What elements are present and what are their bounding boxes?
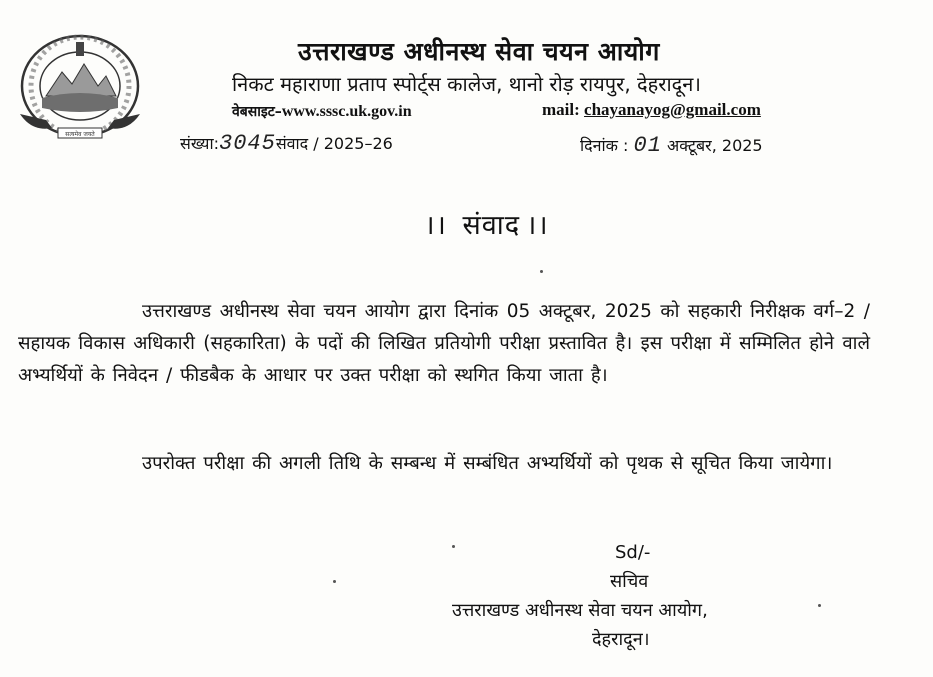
signature-organization: उत्तराखण्ड अधीनस्थ सेवा चयन आयोग,	[452, 600, 708, 621]
date-label: दिनांक :	[580, 136, 629, 155]
heading-right-mark: ।।	[526, 210, 549, 241]
reference-handwritten-number: 3045	[219, 131, 276, 156]
organization-address: निकट महाराणा प्रताप स्पोर्ट्स कालेज, थानो रोड़ रायपुर, देहरादून।	[232, 72, 701, 96]
reference-label: संख्या:	[180, 134, 219, 153]
reference-suffix: संवाद / 2025–26	[275, 134, 393, 153]
website-url[interactable]: www.sssc.uk.gov.in	[281, 103, 412, 120]
logo-motto: सत्यमेव जयते	[65, 131, 95, 138]
website-label: वेबसाइट–	[232, 104, 282, 120]
notice-date	[580, 133, 763, 158]
signature-block	[452, 538, 832, 654]
scan-speck	[452, 545, 455, 548]
scan-speck	[540, 270, 543, 273]
notice-heading	[0, 205, 933, 242]
signature-title: सचिव	[610, 571, 649, 592]
mail-line	[542, 100, 761, 120]
scan-speck	[333, 580, 336, 583]
date-handwritten-day: 01	[633, 133, 662, 158]
body-paragraph-2: उपरोक्त परीक्षा की अगली तिथि के सम्बन्ध में सम्बंधित अभ्यर्थियों को पृथक से सूचित किया जायेगा।	[142, 453, 833, 474]
emblem-icon	[12, 28, 148, 148]
reference-number	[180, 131, 393, 156]
website-line	[232, 102, 412, 121]
signature-city: देहरादून।	[592, 629, 650, 650]
mail-label: mail:	[542, 100, 585, 119]
heading-left-mark: ।।	[424, 210, 447, 241]
signature-sd: Sd/-	[615, 542, 651, 563]
scan-speck	[818, 604, 821, 607]
commission-logo	[12, 28, 148, 148]
mail-address[interactable]: chayanayog@gmail.com	[584, 100, 761, 119]
organization-name: उत्तराखण्ड अधीनस्थ सेवा चयन आयोग	[298, 37, 660, 66]
date-rest: अक्टूबर, 2025	[667, 136, 763, 155]
body-paragraph-1: उत्तराखण्ड अधीनस्थ सेवा चयन आयोग द्वारा दिनांक 05 अक्टूबर, 2025 को सहकारी निरीक्षक वर्ग–2 / सहायक विकास अधिकारी (सहकारिता) के पदों की लिखित प्रतियोगी परीक्षा प्रस्तावित है। इस परीक्षा में सम्मिलित होने वाले अभ्यर्थियों के निवेदन / फीडबैक के आधार पर उक्त परीक्षा को स्थगित किया जाता है।	[18, 301, 870, 386]
heading-title: संवाद	[462, 210, 521, 241]
